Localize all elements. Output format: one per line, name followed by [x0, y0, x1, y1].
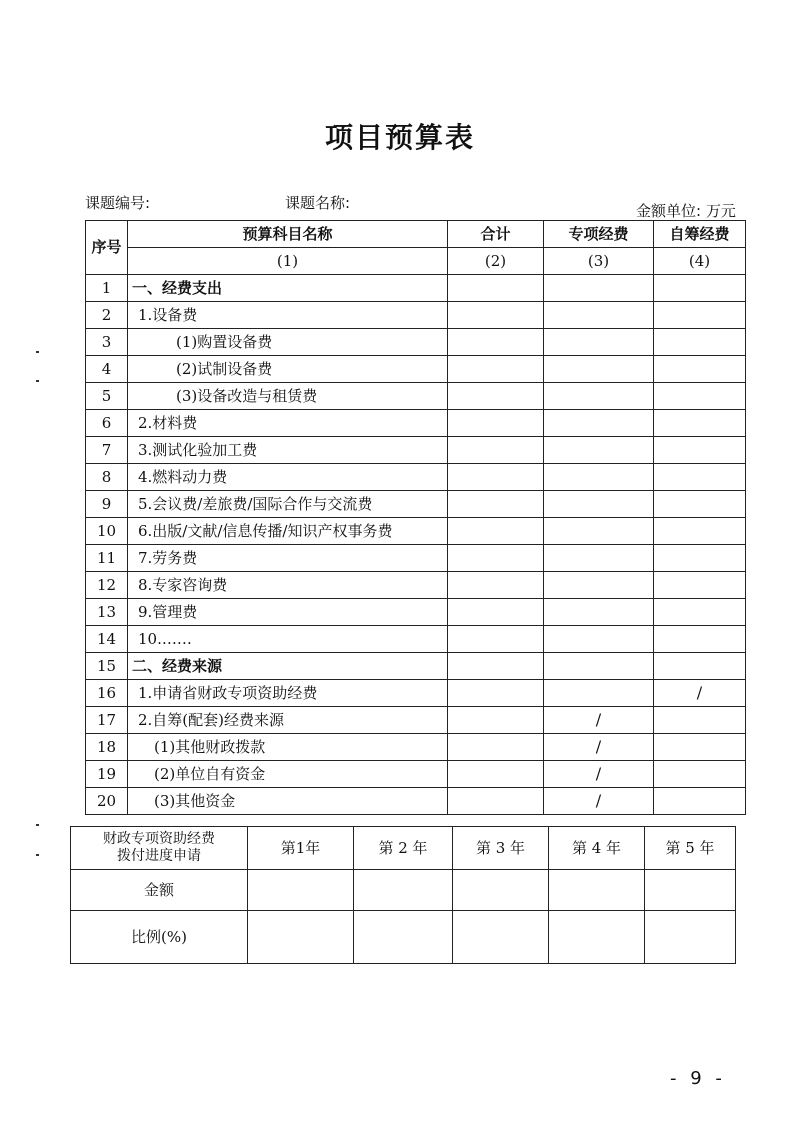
row-total-cell[interactable]: [448, 734, 544, 761]
row-self-cell[interactable]: [654, 788, 746, 815]
row-special-cell[interactable]: [544, 653, 654, 680]
row-self-cell[interactable]: [654, 545, 746, 572]
row-item-name: 7.劳务费: [128, 545, 448, 572]
schedule-table: [70, 826, 736, 964]
row-self-cell[interactable]: [654, 761, 746, 788]
row-item-name: 6.出版/文献/信息传播/知识产权事务费: [128, 518, 448, 545]
row-self-cell[interactable]: [654, 599, 746, 626]
ratio-cell[interactable]: [453, 911, 549, 964]
amount-cell[interactable]: [549, 870, 645, 911]
row-total-cell[interactable]: [448, 545, 544, 572]
row-number: 10: [86, 518, 128, 545]
header-total: 合计: [448, 221, 544, 248]
subheader-4: (4): [654, 248, 746, 275]
row-total-cell[interactable]: [448, 437, 544, 464]
row-self-cell[interactable]: [654, 653, 746, 680]
scan-mark: [36, 824, 39, 826]
row-total-cell[interactable]: [448, 491, 544, 518]
row-self-cell[interactable]: [654, 464, 746, 491]
row-number: 19: [86, 761, 128, 788]
row-total-cell[interactable]: [448, 329, 544, 356]
row-special-cell[interactable]: /: [544, 707, 654, 734]
table-row: [86, 356, 746, 383]
row-number: 2: [86, 302, 128, 329]
row-total-cell[interactable]: [448, 410, 544, 437]
row-total-cell[interactable]: [448, 275, 544, 302]
row-special-cell[interactable]: /: [544, 734, 654, 761]
row-self-cell[interactable]: [654, 437, 746, 464]
table-row: [86, 275, 746, 302]
row-number: 1: [86, 275, 128, 302]
row-self-cell[interactable]: [654, 734, 746, 761]
row-number: 13: [86, 599, 128, 626]
row-special-cell[interactable]: [544, 383, 654, 410]
row-item-name: 1.申请省财政专项资助经费: [128, 680, 448, 707]
row-item-name: (1)其他财政拨款: [128, 734, 448, 761]
row-item-name: 2.自筹(配套)经费来源: [128, 707, 448, 734]
amount-cell[interactable]: [453, 870, 549, 911]
scan-mark: [36, 380, 39, 382]
row-number: 15: [86, 653, 128, 680]
table-row: [86, 599, 746, 626]
row-self-cell[interactable]: [654, 491, 746, 518]
header-special: 专项经费: [544, 221, 654, 248]
row-total-cell[interactable]: [448, 599, 544, 626]
row-total-cell[interactable]: [448, 356, 544, 383]
row-total-cell[interactable]: [448, 788, 544, 815]
row-item-name: 2.材料费: [128, 410, 448, 437]
row-special-cell[interactable]: [544, 275, 654, 302]
project-no-label: 课题编号:: [85, 194, 151, 212]
row-special-cell[interactable]: [544, 599, 654, 626]
row-total-cell[interactable]: [448, 626, 544, 653]
table-row: [86, 410, 746, 437]
row-special-cell[interactable]: [544, 626, 654, 653]
row-self-cell[interactable]: [654, 329, 746, 356]
row-number: 5: [86, 383, 128, 410]
table-row: [86, 572, 746, 599]
row-number: 9: [86, 491, 128, 518]
row-total-cell[interactable]: [448, 302, 544, 329]
row-self-cell[interactable]: [654, 626, 746, 653]
row-number: 18: [86, 734, 128, 761]
row-total-cell[interactable]: [448, 653, 544, 680]
table-row: [86, 329, 746, 356]
table-row: [86, 788, 746, 815]
table-row: [86, 518, 746, 545]
row-self-cell[interactable]: [654, 410, 746, 437]
table-row: [86, 761, 746, 788]
row-item-name: 3.测试化验加工费: [128, 437, 448, 464]
row-item-name: 二、经费来源: [128, 653, 448, 680]
row-total-cell[interactable]: [448, 383, 544, 410]
row-item-name: (2)试制设备费: [128, 356, 448, 383]
row-special-cell[interactable]: /: [544, 761, 654, 788]
table-row: [86, 626, 746, 653]
year-3: 第 3 年: [453, 827, 549, 870]
row-self-cell[interactable]: [654, 707, 746, 734]
ratio-cell[interactable]: [549, 911, 645, 964]
schedule-header: [71, 827, 248, 870]
table-row: [86, 707, 746, 734]
header-self: 自筹经费: [654, 221, 746, 248]
row-total-cell[interactable]: [448, 464, 544, 491]
row-special-cell[interactable]: [544, 437, 654, 464]
row-self-cell[interactable]: [654, 518, 746, 545]
row-total-cell[interactable]: [448, 572, 544, 599]
row-item-name: 9.管理费: [128, 599, 448, 626]
row-total-cell[interactable]: [448, 680, 544, 707]
row-item-name: (3)设备改造与租赁费: [128, 383, 448, 410]
table-row: [86, 302, 746, 329]
amount-cell[interactable]: [645, 870, 736, 911]
row-special-cell[interactable]: [544, 518, 654, 545]
row-number: 16: [86, 680, 128, 707]
row-item-name: (2)单位自有资金: [128, 761, 448, 788]
ratio-cell[interactable]: [248, 911, 354, 964]
ratio-label: 比例(%): [71, 911, 248, 964]
table-row: [86, 680, 746, 707]
ratio-cell[interactable]: [354, 911, 453, 964]
row-special-cell[interactable]: [544, 491, 654, 518]
row-number: 12: [86, 572, 128, 599]
amount-cell[interactable]: [248, 870, 354, 911]
budget-table: [85, 220, 746, 815]
row-total-cell[interactable]: [448, 761, 544, 788]
row-item-name: (1)购置设备费: [128, 329, 448, 356]
row-special-cell[interactable]: [544, 410, 654, 437]
row-self-cell[interactable]: [654, 275, 746, 302]
row-item-name: 8.专家咨询费: [128, 572, 448, 599]
row-special-cell[interactable]: [544, 356, 654, 383]
row-self-cell[interactable]: [654, 383, 746, 410]
row-special-cell[interactable]: [544, 329, 654, 356]
project-name-label: 课题名称:: [285, 194, 351, 212]
row-item-name: 一、经费支出: [128, 275, 448, 302]
row-number: 11: [86, 545, 128, 572]
row-item-name: 5.会议费/差旅费/国际合作与交流费: [128, 491, 448, 518]
row-self-cell[interactable]: [654, 356, 746, 383]
amount-label: 金额: [71, 870, 248, 911]
budget-rows: [86, 275, 746, 815]
subheader-1: (1): [128, 248, 448, 275]
table-row: [86, 653, 746, 680]
row-number: 7: [86, 437, 128, 464]
header-seq: 序号: [86, 221, 128, 275]
row-special-cell[interactable]: /: [544, 788, 654, 815]
row-item-name: 1.设备费: [128, 302, 448, 329]
year-2: 第 2 年: [354, 827, 453, 870]
row-special-cell[interactable]: [544, 545, 654, 572]
table-row: [86, 464, 746, 491]
table-row: [86, 545, 746, 572]
schedule-header-line2: 拨付进度申请: [117, 848, 201, 864]
row-item-name: 4.燃料动力费: [128, 464, 448, 491]
table-row: [86, 734, 746, 761]
ratio-cell[interactable]: [645, 911, 736, 964]
row-number: 3: [86, 329, 128, 356]
row-total-cell[interactable]: [448, 518, 544, 545]
row-item-name: 10.……: [128, 626, 448, 653]
page-number: - 9 -: [670, 1068, 726, 1089]
row-special-cell[interactable]: [544, 464, 654, 491]
row-special-cell[interactable]: [544, 572, 654, 599]
row-number: 4: [86, 356, 128, 383]
table-row: [86, 491, 746, 518]
scan-mark: [36, 854, 39, 856]
table-row: [86, 437, 746, 464]
row-self-cell[interactable]: [654, 302, 746, 329]
row-number: 8: [86, 464, 128, 491]
row-item-name: (3)其他资金: [128, 788, 448, 815]
unit-label: 金额单位: 万元: [636, 202, 736, 220]
row-self-cell[interactable]: /: [654, 680, 746, 707]
amount-cell[interactable]: [354, 870, 453, 911]
row-special-cell[interactable]: [544, 680, 654, 707]
row-special-cell[interactable]: [544, 302, 654, 329]
subheader-3: (3): [544, 248, 654, 275]
row-number: 6: [86, 410, 128, 437]
row-number: 14: [86, 626, 128, 653]
row-total-cell[interactable]: [448, 707, 544, 734]
scan-mark: [36, 351, 39, 353]
row-self-cell[interactable]: [654, 572, 746, 599]
year-5: 第 5 年: [645, 827, 736, 870]
subheader-2: (2): [448, 248, 544, 275]
row-number: 17: [86, 707, 128, 734]
year-4: 第 4 年: [549, 827, 645, 870]
row-number: 20: [86, 788, 128, 815]
schedule-header-line1: 财政专项资助经费: [103, 830, 215, 847]
header-item: 预算科目名称: [128, 221, 448, 248]
table-row: [86, 383, 746, 410]
page-title: 项目预算表: [324, 121, 475, 154]
year-1: 第1年: [248, 827, 354, 870]
